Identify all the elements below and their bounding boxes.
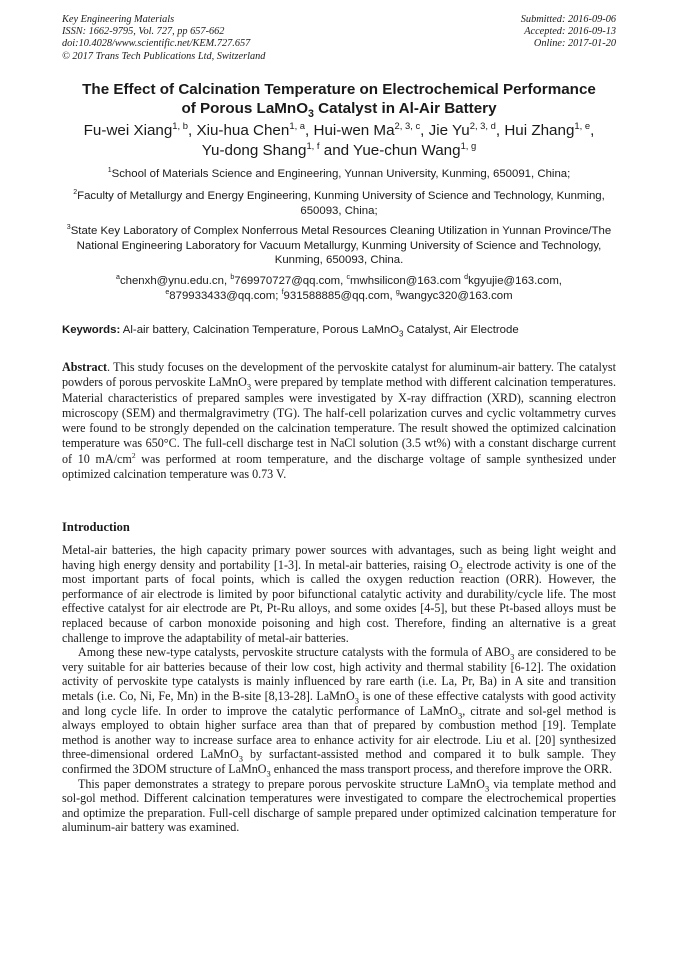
email-a[interactable]: $^a$chenxh@ynu.edu.cn, (116, 274, 228, 287)
introduction-body (62, 543, 616, 835)
affiliation-1: $^1$School of Materials Science and Engineering, Yunnan University, Kunming, 650091, China; (107, 167, 571, 180)
email-g[interactable]: $^g$wangyc320@163.com (395, 288, 513, 302)
keywords-label: Keywords: (62, 324, 121, 336)
email-f[interactable]: $^f$931588885@qq.com, (281, 288, 393, 302)
intro-paragraph-3: This paper demonstrates a strategy to prepare porous pervoskite structure LaMnO$_3$ via template method and sol-gol method. Different calcination temperatures were investigated to compare the electrochemical properties and optimize the preparation. Full-cell discharge of sample prepared under optimized calcination temperature for aluminum-air battery was examined. (62, 776, 616, 835)
paper-title (40, 80, 638, 121)
doi-line[interactable]: doi:10.4028/www.scientific.net/KEM.727.657 (62, 38, 251, 50)
section-heading-introduction: Introduction (62, 520, 130, 534)
copyright-line: © 2017 Trans Tech Publications Ltd, Switzerland (62, 50, 266, 62)
issn-line: ISSN: 1662-9795, Vol. 727, pp 657-662 (62, 26, 225, 38)
online-date: Online: 2017-01-20 (533, 38, 616, 50)
author: Fu-wei Xiang$^{1, b}$, (83, 119, 197, 139)
email-list (62, 274, 616, 303)
abstract: Abstract. This study focuses on the development of the pervoskite catalyst for aluminum-air battery. The catalyst powders of porous pervoskite LaMnO$_3$ were prepared by template method with different calcination temperatures. Material characteristics of prepared samples were investigated by X-ray diffraction (XRD), scanning electron microscopy (SEM) and thermalgravimetry (TG). The half-cell polarization curves and cyclic voltammetry curves were found to be strongly depended on the calcination temperature. The result showed the optimized calcination temperature was 650°C. The full-cell discharge test in NaCl solution (3.5 wt%) with a constant discharge current of 10 $mA/cm^2$ was performed at room temperature, and the discharge voltage of sample synthesized under optimized calcination temperature was 0.73 V. (62, 360, 616, 482)
affiliation-3: $^3$State Key Laboratory of Complex Nonferrous Metal Resources Cleaning Utilization in Yunnan Province/The National Engineering Laboratory for Vacuum Metallurgy, Kunming University of Science and Technology, Kunming, 650093, China. (66, 224, 612, 267)
intro-paragraph-2: Among these new-type catalysts, pervoskite structure catalysts with the formula of $ABO_3$ are considered to be very suitable for air batteries because of their low cost, high activity and thermal stability [6-12]. The oxidation activity of pervoskite type catalysts is mainly influenced by rare earth (i.e. La, Pr, Ba) in A site and transition metals (i.e. Co, Ni, Fe, Mn) in the B-site [8,13-28]. LaMnO$_3$ is one of these effective catalysts with good activity and long cycle life. In order to improve the catalytic performance of LaMnO$_3$, citrate and sol-gel method is always employed to obtain higher surface area than that of prepared by combustion method [19]. Template method is another way to increase surface area to enhance activity for air electrode. Liu et al. [20] synthesized three-dimensional ordered LaMnO$_3$ by surfactant-assisted method and compared it to bulk sample. They confirmed the 3DOM structure of LaMnO$_3$ enhanced the mass transport process, and therefore improve the ORR. (62, 645, 616, 779)
email-e[interactable]: $^e$879933433@qq.com; (165, 288, 279, 302)
email-b[interactable]: $^b$769970727@qq.com, (230, 274, 344, 287)
email-c[interactable]: $^c$mwhsilicon@163.com (346, 274, 461, 287)
author: Xiu-hua Chen$^{1, a}$, (196, 119, 314, 139)
submitted-date: Submitted: 2016-09-06 (520, 14, 616, 25)
journal-header (62, 14, 616, 66)
author: Jie Yu$^{2, 3, d}$, (428, 119, 505, 139)
title-line-1: The Effect of Calcination Temperature on Electrochemical Performance (82, 81, 596, 98)
intro-paragraph-1: Metal-air batteries, the high capacity primary power sources with advantages, such as being light weight and having high energy density and portability [1-3]. In metal-air batteries, raising $O_2$ electrode activity is one of the most important parts of focal points, which is called the oxygen reduction reaction (ORR). However, the performance of air electrode is limited by poor bifunctional catalytic activity and durability/cycle life. The most effective catalyst for air electrode are Pt, Pt-Ru alloys, and some oxides [4-5], but these Pt-based alloys must be replaced because of carbon monoxide poisoning and high cost. Therefore, finding an alternative is a great challenge to improve the adaptability of metal-air batteries. (62, 543, 616, 645)
abstract-label: Abstract (62, 360, 108, 374)
author-list (40, 121, 638, 161)
accepted-date: Accepted: 2016-09-13 (524, 26, 616, 38)
header-right (521, 14, 616, 51)
author: Hui-wen Ma$^{2, 3, c}$, (313, 119, 429, 139)
author: Hui Zhang$^{1, e}$, (504, 119, 595, 139)
keywords: Keywords: Al-air battery, Calcination Temperature, Porous LaMnO$_3$ Catalyst, Air Electrode (62, 324, 519, 339)
header-left (62, 14, 265, 63)
author: Yu-dong Shang$^{1, f}$ and (201, 139, 354, 159)
author: Yue-chun Wang$^{1, g}$ (353, 139, 477, 159)
email-d[interactable]: $^d$kgyujie@163.com, (464, 274, 562, 287)
affiliation-2: $^2$Faculty of Metallurgy and Energy Engineering, Kunming University of Science and Technology, Kunming, 650093, China; (73, 189, 605, 217)
journal-name: Key Engineering Materials (62, 14, 175, 25)
title-line-2: of Porous LaMnO$_3$ Catalyst in Al-Air Battery (181, 100, 497, 121)
